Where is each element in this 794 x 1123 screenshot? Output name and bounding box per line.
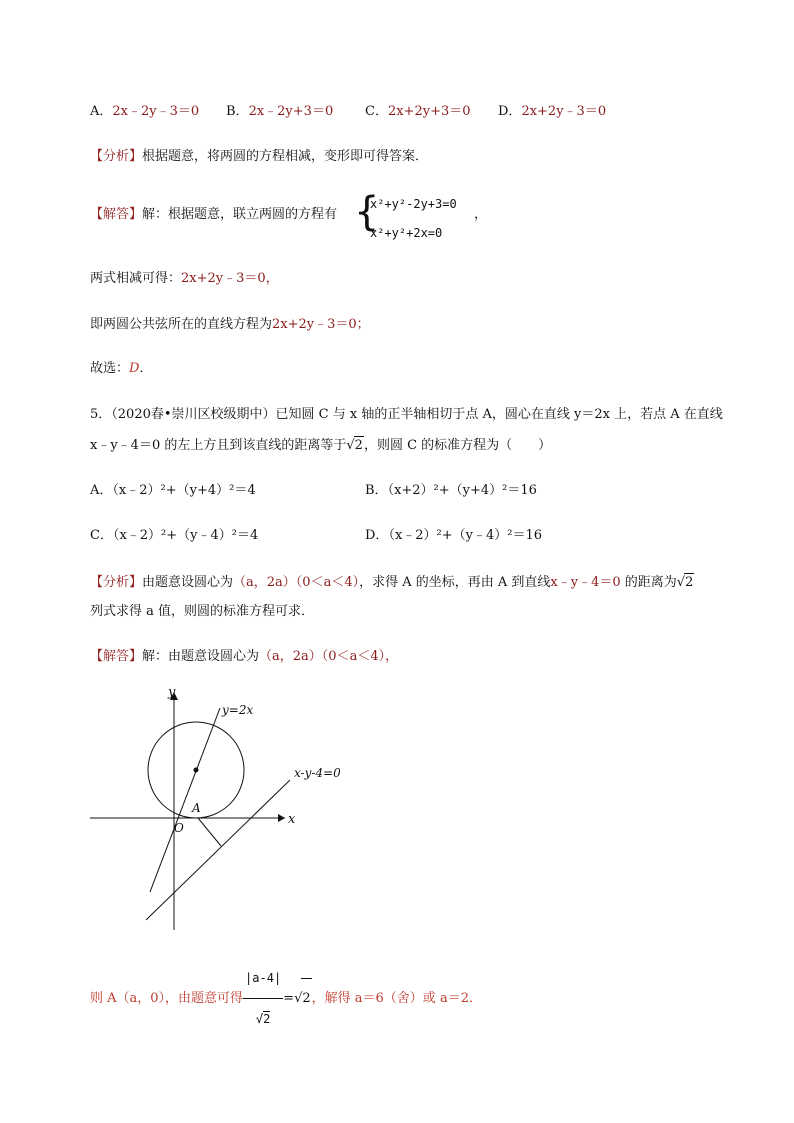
- analysis-math: x﹣y﹣4＝0: [550, 575, 621, 590]
- q5-stem-line-1: [90, 406, 723, 424]
- q5-option-d: [365, 527, 542, 545]
- system-line-2: x²+y²+2x=0: [370, 226, 443, 240]
- option-text: （x+2）²+（y+4）²＝16: [387, 483, 537, 498]
- q5-analysis-line-1: [90, 573, 694, 592]
- step-equation: 2x+2y﹣3＝0；: [272, 317, 370, 332]
- q4-option-b: [226, 103, 333, 121]
- answer-tag: 【解答】: [90, 649, 143, 664]
- label-origin: O: [174, 821, 184, 835]
- option-text: 2x+2y+3＝0: [387, 104, 471, 119]
- label-y: y: [168, 685, 176, 700]
- sqrt-radicand: 2: [263, 1012, 271, 1026]
- analysis-math: （a，2a）（0＜a＜4）: [233, 575, 360, 590]
- sqrt-symbol: √2: [346, 438, 363, 453]
- q5-option-a: [90, 482, 256, 500]
- q5-option-c: [90, 527, 258, 545]
- analysis-tag: 【分析】: [90, 149, 143, 164]
- option-label: B．: [226, 104, 249, 119]
- fraction-denominator: √2: [255, 1012, 271, 1026]
- question-stem: 已知圆 C 与 x 轴的正半轴相切于点 A，圆心在直线 y＝2x 上，若点 A 在直线: [275, 407, 723, 422]
- sqrt-radicand: 2: [354, 438, 363, 453]
- x-axis-arrow: [278, 814, 285, 822]
- option-label: A．: [90, 104, 113, 119]
- q4-step-1: [90, 270, 279, 288]
- q4-option-a: [90, 103, 199, 121]
- conclusion-period: ．: [139, 361, 153, 376]
- question-number: 5．: [90, 407, 112, 422]
- final-text: ，解得 a＝6（舍）或 a＝2．: [311, 991, 482, 1006]
- q5-answer: [90, 648, 398, 666]
- conclusion-text: 故选：: [90, 361, 130, 376]
- fraction-numerator: |a-4|: [243, 958, 283, 999]
- system-line-1: x²+y²-2y+3=0: [370, 197, 457, 211]
- option-text: 2x﹣2y﹣3＝0: [112, 104, 200, 119]
- option-label: B．: [365, 483, 388, 498]
- analysis-text: 根据题意，将两圆的方程相减，变形即可得答案．: [142, 149, 429, 164]
- analysis-text: ，求得 A 的坐标，再由 A 到直线: [359, 575, 551, 590]
- q4-conclusion: [90, 360, 152, 378]
- q5-option-b: [365, 482, 537, 500]
- label-a: A: [192, 801, 201, 815]
- q5-stem-line-2: [90, 436, 551, 455]
- option-label: D．: [498, 104, 522, 119]
- equals-sign: =: [283, 991, 295, 1006]
- answer-text: 解：根据题意，联立两圆的方程有: [142, 207, 338, 222]
- option-label: C．: [365, 104, 388, 119]
- analysis-tag: 【分析】: [90, 575, 143, 590]
- q4-analysis: [90, 148, 428, 166]
- answer-tag: 【解答】: [90, 207, 143, 222]
- analysis-text: 由题意设圆心为: [142, 575, 234, 590]
- label-line-x-y-4: x-y-4=0: [294, 766, 341, 780]
- line-x-y-4: [146, 780, 290, 920]
- perpendicular-segment: [198, 818, 221, 846]
- step-text: 即两圆公共弦所在的直线方程为: [90, 317, 273, 332]
- option-text: （x﹣2）²+（y﹣4）²＝4: [112, 528, 259, 543]
- option-label: C．: [90, 528, 113, 543]
- system-comma: ，: [474, 207, 488, 222]
- q4-option-d: [498, 103, 606, 121]
- fraction: [243, 958, 283, 1039]
- step-equation: 2x+2y﹣3＝0，: [181, 271, 279, 286]
- option-text: 2x+2y﹣3＝0: [521, 104, 607, 119]
- option-label: D．: [365, 528, 389, 543]
- geometry-figure: [80, 680, 360, 940]
- option-text: （x﹣2）²+（y﹣4）²＝16: [388, 528, 543, 543]
- question-source: （2020春•崇川区校级期中）: [111, 407, 276, 422]
- system-brace: {: [354, 189, 380, 235]
- answer-text: 解：由题意设圆心为: [142, 649, 260, 664]
- option-text: （x﹣2）²+（y+4）²＝4: [112, 483, 256, 498]
- sqrt-radicand: 2: [685, 575, 694, 590]
- analysis-text: 的距离为: [620, 575, 677, 590]
- question-stem: ，则圆 C 的标准方程为（ ）: [363, 438, 552, 453]
- q5-final-line: [90, 958, 482, 1039]
- q4-answer-intro: [90, 206, 337, 224]
- q4-step-2: [90, 316, 370, 334]
- line-y-2x: [150, 708, 220, 892]
- q4-option-c: [365, 103, 471, 121]
- conclusion-answer: D: [129, 361, 140, 376]
- step-text: 两式相减可得：: [90, 271, 182, 286]
- answer-math: （a，2a）（0＜a＜4），: [259, 649, 399, 664]
- option-text: 2x﹣2y+3＝0: [248, 104, 334, 119]
- q5-analysis-line-2: 列式求得 a 值，则圆的标准方程可求．: [90, 604, 315, 619]
- label-line-y-2x: y=2x: [222, 703, 254, 717]
- sqrt-symbol: √2: [676, 575, 694, 590]
- option-label: A．: [90, 483, 113, 498]
- final-text: 则 A（a，0），由题意可得: [90, 991, 244, 1006]
- label-x: x: [288, 812, 296, 827]
- sqrt-symbol: √2: [294, 978, 312, 1019]
- question-stem: x﹣y﹣4＝0 的左上方且到该直线的距离等于: [90, 438, 347, 453]
- sqrt-radicand: 2: [301, 978, 311, 1019]
